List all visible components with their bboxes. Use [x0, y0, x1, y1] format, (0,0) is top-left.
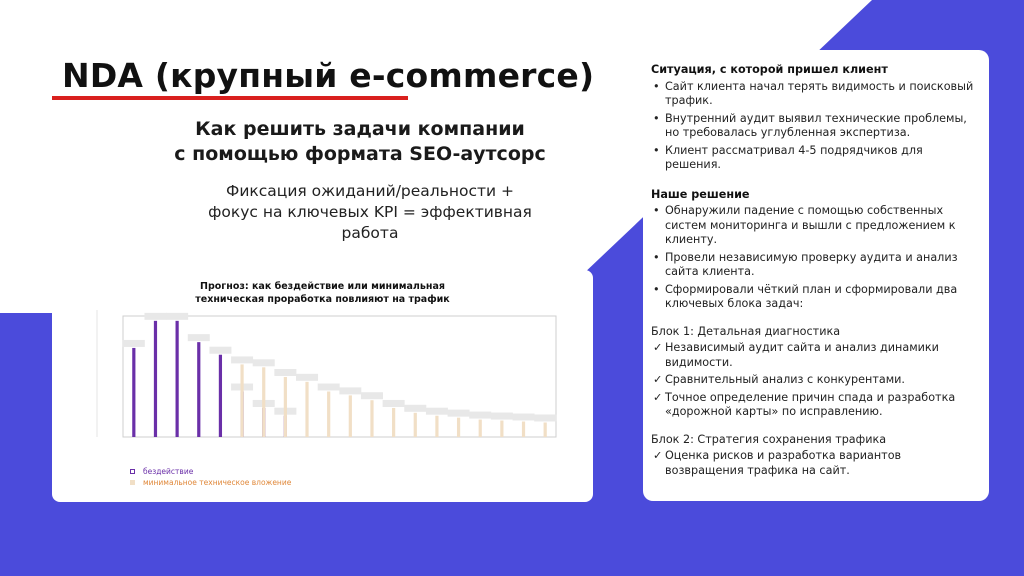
- list-item-text: Обнаружили падение с помощью собственных систем мониторинга и вышли с предложением к клиенту.: [665, 204, 956, 246]
- subtitle-line: Как решить задачи компании: [195, 118, 525, 140]
- list-item-text: Независимый аудит сайта и анализ динамики видимости.: [665, 341, 939, 369]
- chart-bar: [500, 421, 503, 437]
- data-label: [231, 356, 253, 363]
- data-label: [426, 408, 448, 415]
- bullet-icon: •: [653, 111, 660, 125]
- data-label: [318, 384, 340, 391]
- legend-label: бездействие: [143, 467, 194, 476]
- solution-list: [651, 204, 981, 312]
- legend-label: минимальное техническое вложение: [143, 478, 292, 487]
- situation-heading: Ситуация, с которой пришел клиент: [651, 63, 888, 76]
- chart-bar: [522, 422, 525, 437]
- title-underline: [52, 96, 408, 100]
- check-icon: ✓: [653, 390, 663, 404]
- data-label: [361, 392, 383, 399]
- chart-bar: [132, 348, 135, 437]
- tagline-line: работа: [341, 224, 399, 242]
- chart-bar: [284, 377, 287, 437]
- bullet-icon: •: [653, 143, 660, 157]
- chart-title: [52, 280, 593, 306]
- block2-heading: Блок 2: Стратегия сохранения трафика: [651, 432, 887, 446]
- data-label: [448, 410, 470, 417]
- chart-card: [52, 270, 593, 502]
- list-item: [651, 391, 981, 420]
- check-icon: ✓: [653, 449, 663, 462]
- bullet-icon: •: [653, 282, 660, 296]
- chart-bar: [435, 416, 438, 437]
- list-item: [651, 341, 981, 370]
- tagline-line: фокус на ключевых KPI = эффективная: [208, 203, 532, 221]
- data-label: [253, 359, 275, 366]
- data-label: [209, 347, 231, 354]
- chart-title-line: техническая проработка повлияют на трафик: [195, 294, 450, 305]
- chart-bar: [240, 364, 243, 437]
- bullet-icon: •: [653, 250, 660, 264]
- list-item-text: Внутренний аудит выявил технические проблемы, но требовалась углубленная экспертиза.: [665, 111, 967, 139]
- chart-bar: [305, 382, 308, 437]
- data-label: [383, 400, 405, 407]
- legend-item: [130, 477, 291, 488]
- chart-bar: [544, 422, 547, 437]
- data-label: [469, 412, 491, 419]
- case-description-panel: [643, 50, 989, 501]
- list-item-text: Сравнительный анализ с конкурентами.: [665, 373, 905, 386]
- solution-heading: Наше решение: [651, 187, 750, 201]
- list-item: [651, 144, 981, 173]
- slide-tagline: [190, 181, 550, 244]
- chart-bar: [176, 321, 179, 437]
- chart-bar: [197, 342, 200, 437]
- tagline-line: Фиксация ожиданий/реальности +: [226, 182, 514, 200]
- block1-list: [651, 341, 981, 420]
- chart-title-line: Прогноз: как бездействие или минимальная: [200, 281, 445, 292]
- slide-subtitle: [150, 117, 570, 167]
- list-item: [651, 80, 981, 109]
- legend-swatch: [130, 469, 135, 474]
- data-label: [339, 387, 361, 394]
- chart-bar: [479, 420, 482, 437]
- data-label: [274, 369, 296, 376]
- list-item: [651, 283, 981, 312]
- list-item-text: Точное определение причин спада и разработка «дорожной карты» по исправлению.: [665, 390, 956, 418]
- page-title: NDA (крупный e-commerce): [62, 56, 595, 95]
- list-item-text: Сайт клиента начал терять видимость и поисковый трафик.: [665, 79, 974, 107]
- list-item: [651, 251, 981, 280]
- check-icon: ✓: [653, 373, 663, 386]
- chart-bar: [349, 395, 352, 437]
- list-item-text: Клиент рассматривал 4-5 подрядчиков для решения.: [665, 143, 923, 171]
- data-label: [166, 313, 188, 320]
- chart-bar: [219, 355, 222, 437]
- list-item: [651, 204, 981, 248]
- chart-legend: [130, 466, 291, 488]
- situation-list: [651, 80, 981, 173]
- subtitle-line: с помощью формата SEO-аутсорс: [174, 143, 546, 165]
- list-item: [651, 373, 981, 388]
- chart-bar: [457, 418, 460, 437]
- data-label: [513, 414, 535, 421]
- list-item-text: Провели независимую проверку аудита и анализ сайта клиента.: [665, 250, 958, 278]
- chart-bar: [392, 408, 395, 437]
- chart-bar: [262, 367, 265, 437]
- data-label: [144, 313, 166, 320]
- legend-item: [130, 466, 291, 477]
- list-item: [651, 112, 981, 141]
- chart-bar: [327, 392, 330, 437]
- block1-heading: Блок 1: Детальная диагностика: [651, 324, 841, 338]
- data-label: [123, 340, 145, 347]
- legend-swatch: [130, 480, 135, 485]
- check-icon: ✓: [653, 341, 663, 354]
- data-label: [188, 334, 210, 341]
- bullet-icon: •: [653, 79, 660, 93]
- data-label: [404, 405, 426, 412]
- data-label: [491, 413, 513, 420]
- list-item-text: Сформировали чёткий план и сформировали два ключевых блока задач:: [665, 282, 958, 310]
- list-item-text: Оценка рисков и разработка вариантов возвращения трафика на сайт.: [665, 449, 902, 477]
- data-label: [296, 374, 318, 381]
- block2-list: [651, 449, 981, 478]
- data-label: [534, 414, 556, 421]
- chart-bar: [414, 413, 417, 437]
- list-item: [651, 449, 981, 478]
- chart-bar: [370, 400, 373, 437]
- chart-bar: [154, 321, 157, 437]
- bullet-icon: •: [653, 204, 660, 217]
